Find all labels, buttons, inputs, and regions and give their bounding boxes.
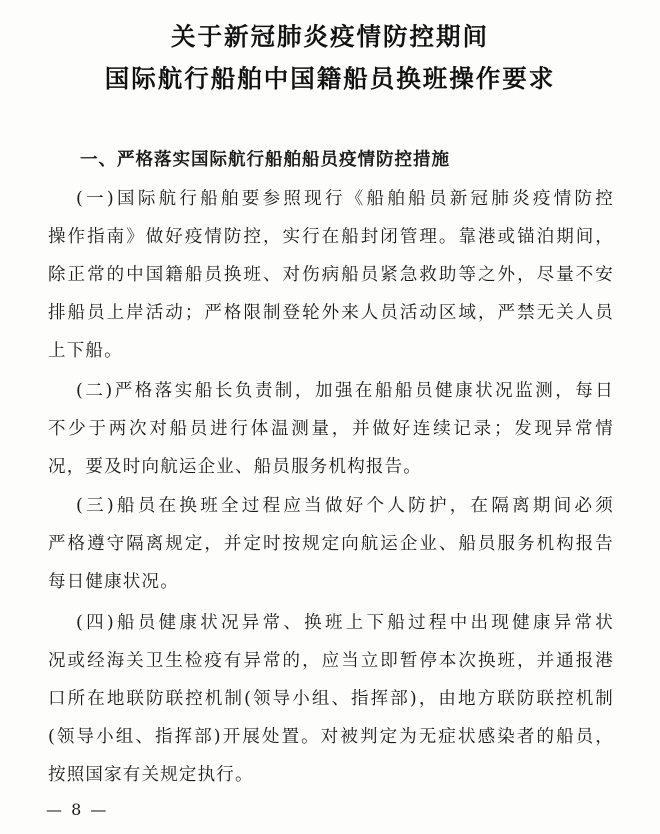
page-number: — 8 —: [46, 800, 109, 819]
paragraph-line: (四)船员健康状况异常、换班上下船过程中出现健康异常状: [76, 613, 614, 633]
paragraph-1: [48, 188, 614, 378]
paragraph-line: (领导小组、指挥部)开展处置。对被判定为无症状感染者的船员，: [48, 727, 614, 747]
paragraph-3: [48, 495, 614, 609]
paragraph-line: (二)严格落实船长负责制，加强在船船员健康状况监测，每日: [76, 381, 614, 401]
document-title: [0, 16, 660, 100]
paragraph-line: 况，要及时向航运企业、船员服务机构报告。: [48, 457, 422, 477]
paragraph-line: 上下船。: [48, 341, 123, 361]
paragraph-line: 排船员上岸活动；严格限制登轮外来人员活动区域，严禁无关人员: [48, 303, 614, 323]
paragraph-line: 除正常的中国籍船员换班、对伤病船员紧急救助等之外，尽量不安: [48, 265, 614, 285]
paragraph-line: (三)船员在换班全过程应当做好个人防护，在隔离期间必须: [76, 496, 614, 516]
paragraph-line: 口所在地联防联控机制(领导小组、指挥部)，由地方联防联控机制: [48, 689, 614, 709]
title-line-1: 关于新冠肺炎疫情防控期间: [171, 22, 489, 51]
paragraph-line: 每日健康状况。: [48, 572, 179, 592]
paragraph-line: 不少于两次对船员进行体温测量，并做好连续记录；发现异常情: [48, 419, 614, 439]
paragraph-line: 况或经海关卫生检疫有异常的，应当立即暂停本次换班，并通报港: [48, 651, 614, 671]
paragraph-line: 按照国家有关规定执行。: [48, 765, 254, 785]
paragraph-line: (一)国际航行船舶要参照现行《船舶船员新冠肺炎疫情防控: [76, 189, 614, 209]
paragraph-4: [48, 612, 614, 802]
section-heading: 一、严格落实国际航行船舶船员疫情防控措施: [80, 150, 450, 170]
paragraph-line: 严格遵守隔离规定，并定时按规定向航运企业、船员服务机构报告: [48, 534, 614, 554]
paragraph-2: [48, 380, 614, 494]
paragraph-line: 操作指南》做好疫情防控，实行在船封闭管理。靠港或锚泊期间，: [48, 227, 614, 247]
title-line-2: 国际航行船舶中国籍船员换班操作要求: [104, 64, 556, 93]
